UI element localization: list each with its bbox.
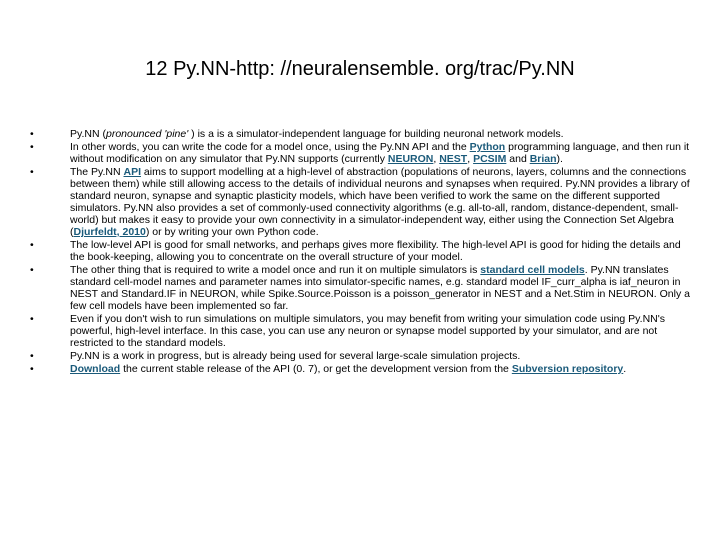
bullet-marker: • bbox=[30, 313, 34, 325]
bullet-item bbox=[30, 264, 690, 312]
link-djurfeldt-2010[interactable]: Djurfeldt, 2010 bbox=[73, 226, 146, 238]
bullet-text bbox=[70, 141, 690, 165]
bullet-text bbox=[70, 313, 690, 349]
text-run: ) is a is a simulator-independent language for building neuronal network models. bbox=[188, 128, 564, 140]
link-subversion-repository[interactable]: Subversion repository bbox=[511, 363, 624, 375]
text-run: programming language, and then run it without modification on any simulator that Py.NN supports (currently bbox=[70, 141, 690, 165]
bullet-marker: • bbox=[30, 264, 34, 276]
link-api[interactable]: API bbox=[123, 166, 141, 178]
bullet-item bbox=[30, 141, 690, 165]
text-run: . Py.NN translates standard cell-model names and parameter names into simulator-specific names, e.g. standard model IF_curr_alpha is iaf_neuron in NEST and Standard.IF in NEURON, while Spike.Source.Poisson is a poisson_generator in NEST and a Net.Stim in NEURON. Only a few cell models have been implemented so far. bbox=[70, 264, 690, 312]
link-python[interactable]: Python bbox=[469, 141, 506, 153]
bullet-item bbox=[30, 239, 690, 263]
text-run: The other thing that is required to write a model once and run it on multiple simulators is bbox=[70, 264, 481, 276]
bullet-marker: • bbox=[30, 239, 34, 251]
text-run: Py.NN is a work in progress, but is already being used for several large-scale simulation projects. bbox=[70, 350, 521, 362]
text-run: ). bbox=[556, 153, 563, 165]
text-run: Py.NN ( bbox=[70, 128, 106, 140]
text-run: , bbox=[467, 153, 474, 165]
link-neuron[interactable]: NEURON bbox=[387, 153, 434, 165]
link-brian[interactable]: Brian bbox=[529, 153, 557, 165]
text-run: Even if you don't wish to run simulations on multiple simulators, you may benefit from writing your simulation code using Py.NN's powerful, high-level interface. In this case, you can use any neuron or synapse model supported by your simulator, and are not restricted to the standard models. bbox=[70, 313, 665, 349]
text-run: and bbox=[506, 153, 530, 165]
bullet-marker: • bbox=[30, 350, 34, 362]
text-run: . bbox=[623, 363, 627, 375]
bullet-text bbox=[70, 363, 690, 375]
text-run: aims to support modelling at a high-level of abstraction (populations of neurons, layers, columns and the connections between them) while still allowing access to the details of individual neurons and synapses when required. Py.NN provides a library of standard neuron, synapse and synaptic plasticity models, which have been verified to work the same on the different supported simulators. Py.NN also provides a set of commonly-used connectivity algorithms (e.g. all-to-all, random, distance-dependent, small-world) but makes it easy to provide your own connectivity in a simulator-independent way, either using the Connection Set Algebra ( bbox=[70, 166, 690, 238]
bullet-item bbox=[30, 350, 690, 362]
bullet-text bbox=[70, 264, 690, 312]
bullet-marker: • bbox=[30, 363, 34, 375]
link-pcsim[interactable]: PCSIM bbox=[473, 153, 507, 165]
bullet-text bbox=[70, 166, 690, 238]
text-run: , bbox=[433, 153, 440, 165]
slide-title: 12 Py.NN-http: //neuralensemble. org/trac/Py.NN bbox=[145, 58, 575, 80]
bullet-text bbox=[70, 239, 690, 263]
bullet-item bbox=[30, 313, 690, 349]
bullet-text bbox=[70, 128, 690, 140]
link-nest[interactable]: NEST bbox=[439, 153, 468, 165]
text-run: In other words, you can write the code for a model once, using the Py.NN API and the bbox=[70, 141, 470, 153]
text-run: The low-level API is good for small networks, and perhaps gives more flexibility. The high-level API is good for hiding the details and the book-keeping, allowing you to concentrate on the overall structure of your model. bbox=[70, 239, 681, 263]
bullet-item bbox=[30, 128, 690, 140]
text-run: ) or by writing your own Python code. bbox=[145, 226, 319, 238]
link-download[interactable]: Download bbox=[70, 363, 121, 375]
bullet-marker: • bbox=[30, 166, 34, 178]
bullet-marker: • bbox=[30, 128, 34, 140]
text-run: the current stable release of the API (0. 7), or get the development version from the bbox=[120, 363, 512, 375]
link-standard-cell-models[interactable]: standard cell models bbox=[480, 264, 585, 276]
bullet-text bbox=[70, 350, 690, 362]
bullet-marker: • bbox=[30, 141, 34, 153]
bullet-item bbox=[30, 363, 690, 375]
text-run: The Py.NN bbox=[70, 166, 124, 178]
bullet-list bbox=[30, 128, 690, 376]
italic-text: pronounced 'pine' bbox=[105, 128, 189, 140]
bullet-item bbox=[30, 166, 690, 238]
